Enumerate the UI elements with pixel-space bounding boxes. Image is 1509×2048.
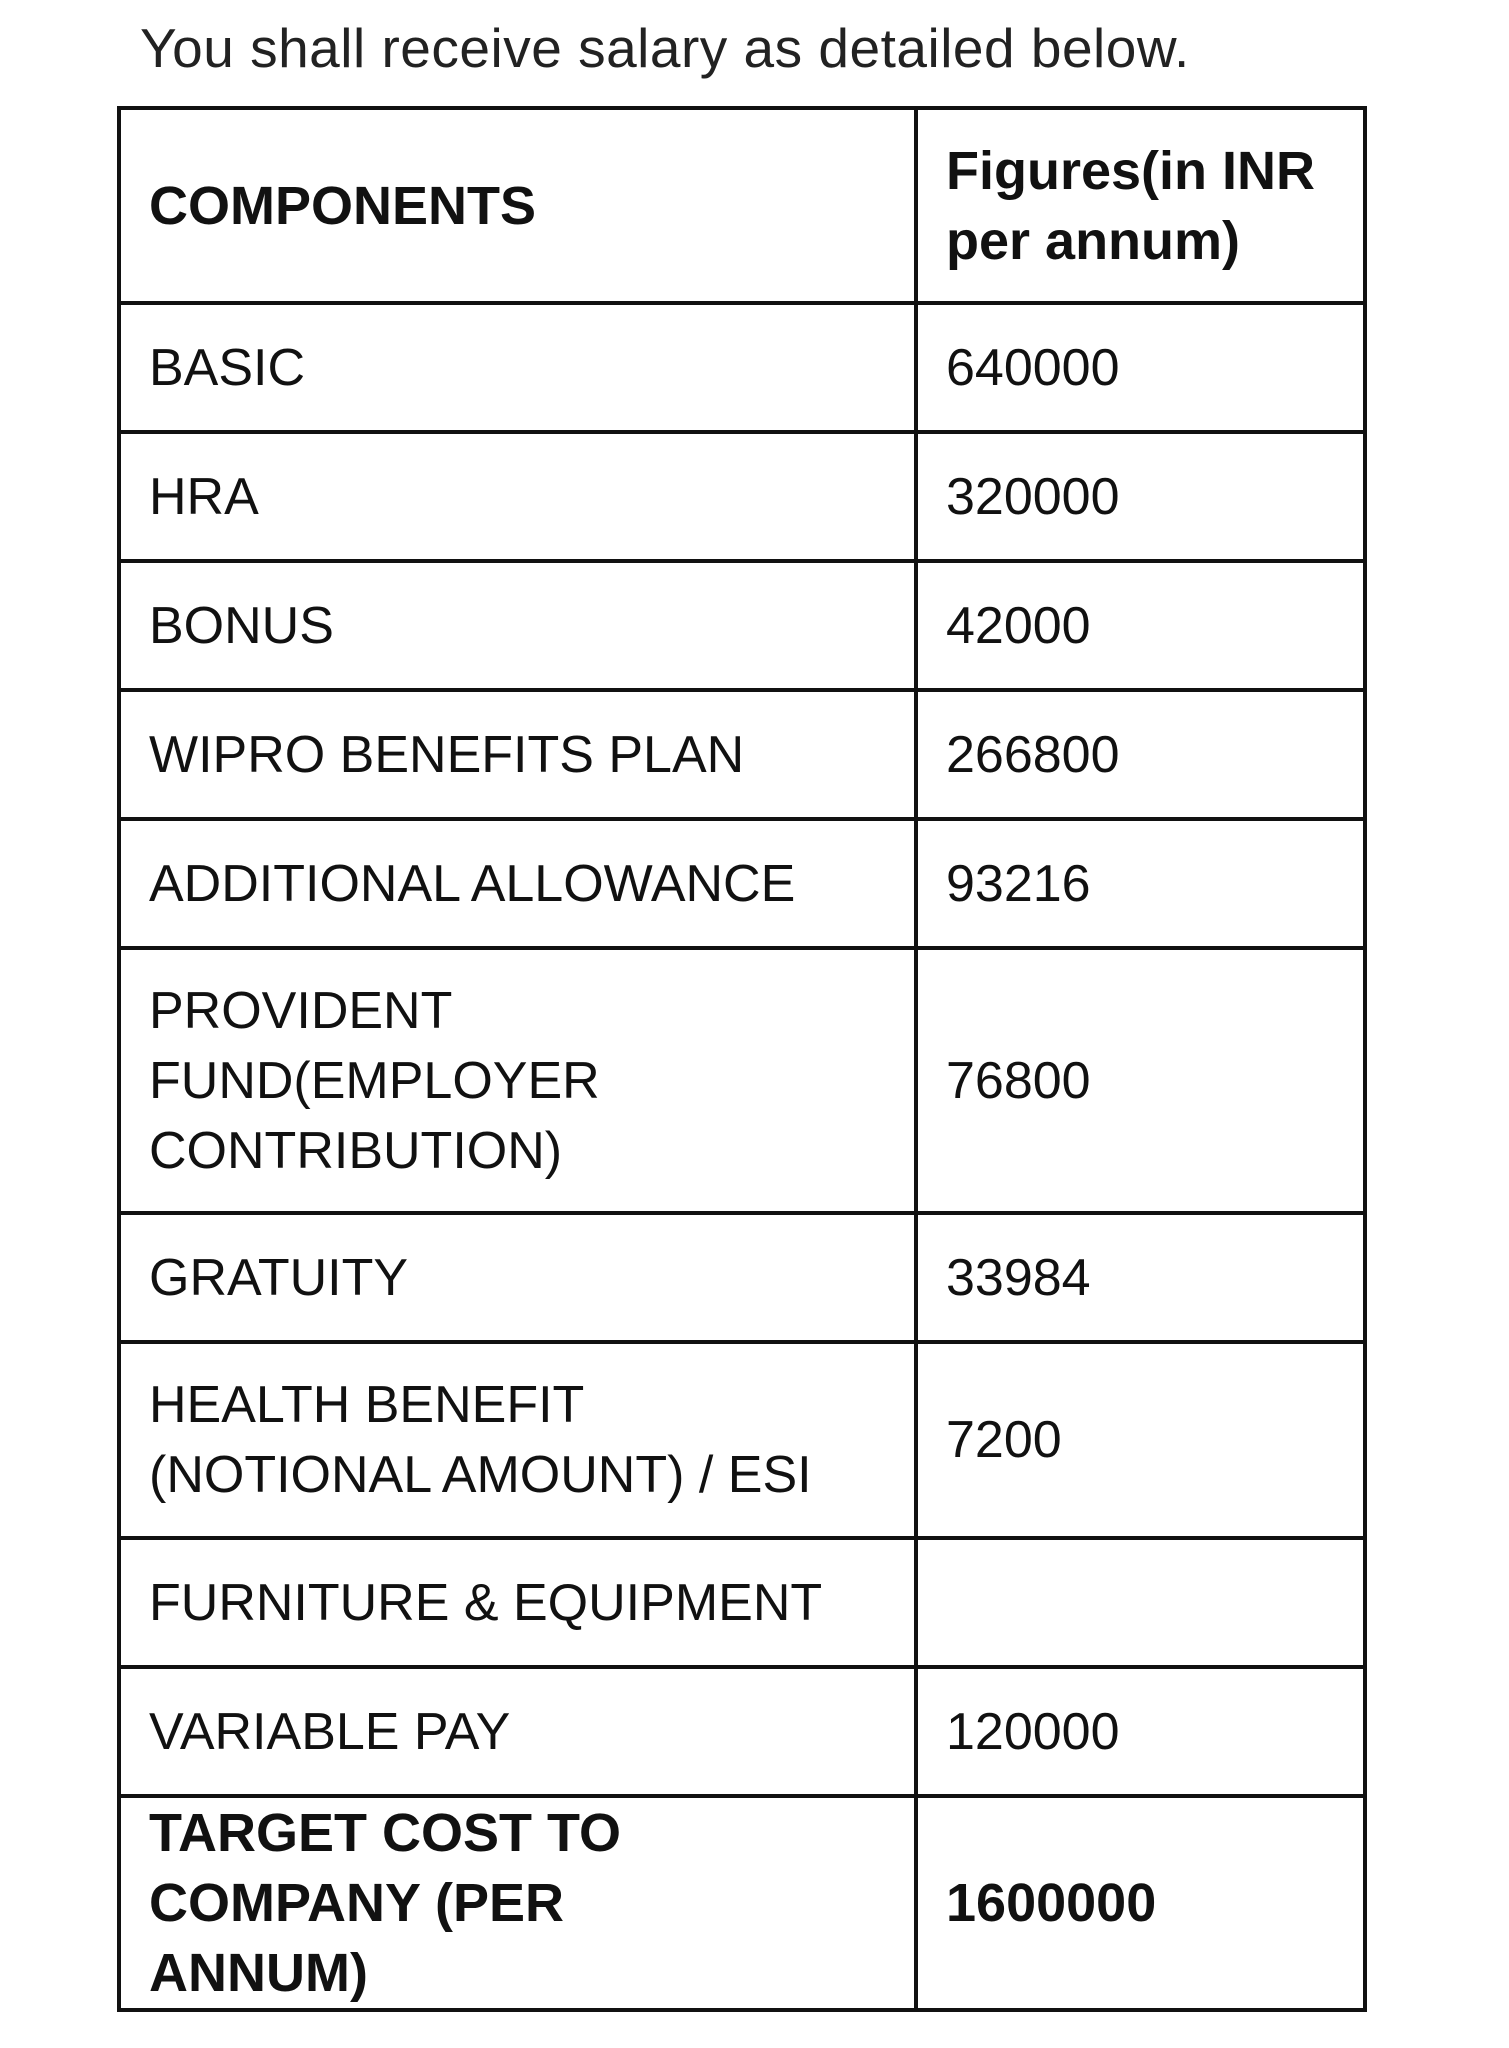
table-row	[119, 690, 1365, 819]
component-cell: BASIC	[119, 303, 916, 432]
table-row	[119, 561, 1365, 690]
component-cell: VARIABLE PAY	[119, 1667, 916, 1796]
total-value-cell: 1600000	[916, 1796, 1365, 2010]
component-cell: BONUS	[119, 561, 916, 690]
table-header-row	[119, 108, 1365, 303]
value-cell: 266800	[916, 690, 1365, 819]
table-row	[119, 432, 1365, 561]
component-cell: WIPRO BENEFITS PLAN	[119, 690, 916, 819]
table-row	[119, 1538, 1365, 1667]
component-cell: ADDITIONAL ALLOWANCE	[119, 819, 916, 948]
value-cell	[916, 1538, 1365, 1667]
salary-table	[117, 106, 1367, 2012]
table-row	[119, 1342, 1365, 1538]
total-row	[119, 1796, 1365, 2010]
header-figures: Figures(in INR per annum)	[916, 108, 1365, 303]
component-cell: GRATUITY	[119, 1213, 916, 1342]
component-cell: FURNITURE & EQUIPMENT	[119, 1538, 916, 1667]
table-row	[119, 303, 1365, 432]
value-cell: 33984	[916, 1213, 1365, 1342]
component-cell: HRA	[119, 432, 916, 561]
total-label-cell: TARGET COST TO COMPANY (PER ANNUM)	[119, 1796, 916, 2010]
table-row	[119, 1213, 1365, 1342]
value-cell: 93216	[916, 819, 1365, 948]
table-row	[119, 948, 1365, 1213]
table-row	[119, 819, 1365, 948]
value-cell: 640000	[916, 303, 1365, 432]
value-cell: 320000	[916, 432, 1365, 561]
table-row	[119, 1667, 1365, 1796]
value-cell: 7200	[916, 1342, 1365, 1538]
header-components: COMPONENTS	[119, 108, 916, 303]
value-cell: 120000	[916, 1667, 1365, 1796]
intro-text: You shall receive salary as detailed below.	[140, 17, 1190, 79]
value-cell: 76800	[916, 948, 1365, 1213]
component-cell: HEALTH BENEFIT (NOTIONAL AMOUNT) / ESI	[119, 1342, 916, 1538]
component-cell: PROVIDENT FUND(EMPLOYER CONTRIBUTION)	[119, 948, 916, 1213]
value-cell: 42000	[916, 561, 1365, 690]
